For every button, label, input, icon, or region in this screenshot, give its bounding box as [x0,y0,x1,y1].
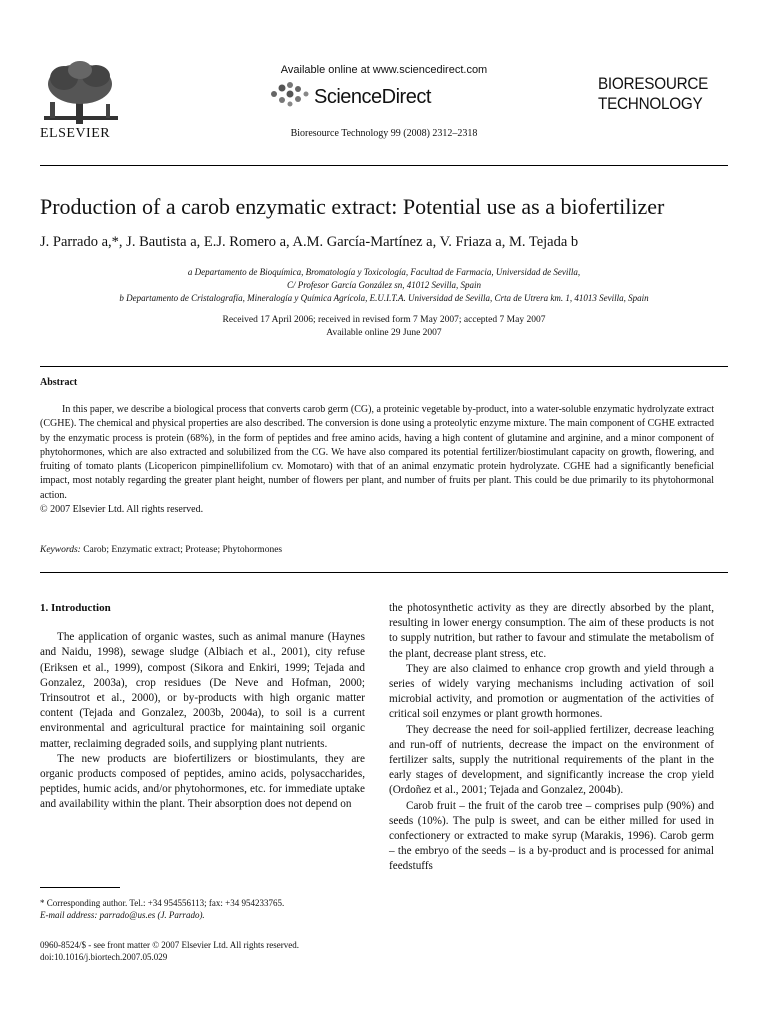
journal-brand [598,74,715,114]
keywords-list: Carob; Enzymatic extract; Protease; Phytohormones [83,545,283,555]
abstract-heading: Abstract [40,377,78,388]
intro-paragraph-6: Carob fruit – the fruit of the carob tree – comprises pulp (90%) and seeds (10%). The pulp is sweet, and can be either milled for used in confectionery or extracted to make syrup (Marakis, 1996). Carob germ – the embryo of the seeds – is a by-product and is processed for animal feedstuffs [389,799,714,873]
intro-paragraph-2: The new products are biofertilizers or biostimulants, they are organic products composed of peptides, amino acids, polysaccharides, peptides, humic acids, and/or phytohormones, etc. for immediate uptake and availability within the plant. Their absorption does not depend on [40,752,365,811]
intro-heading: 1. Introduction [40,602,111,614]
footnote [40,897,365,921]
article-title: Production of a carob enzymatic extract: Potential use as a biofertilizer [40,194,665,219]
journal-brand-line2: TECHNOLOGY [598,94,703,113]
footnote-email[interactable]: E-mail address: parrado@us.es (J. Parrado). [40,910,205,920]
available-online: Available online at www.sciencedirect.com [280,64,488,76]
front-matter [40,939,299,963]
keywords-label: Keywords: [40,545,81,555]
issn-line: 0960-8524/$ - see front matter © 2007 Elsevier Ltd. All rights reserved. [40,940,300,950]
intro-paragraph-3: the photosynthetic activity as they are directly absorbed by the plant, resulting in lower energy consumption. The aim of these products is not to supply nutrition, but rather to favour and stimulate the metabolism of the plant, decrease plant stress, etc. [389,602,714,660]
intro-paragraph-1: The application of organic wastes, such as animal manure (Haynes and Naidu, 1998), sewage sludge (Albiach et al., 2001), city refuse (Eriksen et al., 1999), compost (Sikora and Enkiri, 1999; Tejada and Gonzalez, 2003a), crop residues (De Neve and Hofman, 2000; Trinsoutrot et al., 2000), or by-products with high organic matter content (Tejada and Gonzalez, 2003b, 2004a), to soil is a current environmental and agricultural practice for maintaining soil organic matter, reclaiming degraded soils, and supplying plant nutrients. [40,631,365,750]
footnote-rule [40,887,120,888]
affiliation-b: b Departamento de Cristalografía, Mineralogía y Química Agrícola, E.U.I.T.A. Universidad de Sevilla, Crta de Utrera km. 1, 41013 Sevilla, Spain [119,293,649,303]
received-line: Received 17 April 2006; received in revised form 7 May 2007; accepted 7 May 2007 [222,315,546,325]
keywords [40,545,282,555]
header-rule [40,165,728,166]
journal-brand-line1: BIORESOURCE [598,74,709,93]
affiliation-a-line1: a Departamento de Bioquímica, Bromatología y Toxicología, Facultad de Farmacia, Universidad de Sevilla, [187,267,581,277]
intro-paragraph-5: They decrease the need for soil-applied fertilizer, decrease leaching and run-off of nutrients, decrease the impact on the environment of fertilizer salts, supply the nutritional requirements of the plant in the early stages of development, and significantly increase the crop yield (Ordoñez et al., 2001; Tejada and Gonzalez, 2004b). [389,723,714,797]
doi-line[interactable]: doi:10.1016/j.biortech.2007.05.029 [40,952,168,962]
abstract-body [40,403,714,517]
available-online-date: Available online 29 June 2007 [326,328,442,338]
affiliation-a-line2: C/ Profesor García González sn, 41012 Sevilla, Spain [286,280,482,290]
left-column [40,601,365,813]
article-authors: J. Parrado a,*, J. Bautista a, E.J. Romero a, A.M. García-Martínez a, V. Friaza a, M. Tejada b [40,234,579,250]
intro-paragraph-4: They are also claimed to enhance crop growth and yield through a series of widely varying mechanisms including activation of soil microbial activity, and promotion or augmentation of the activities of critical soil enzymes or plant growth hormones. [389,662,714,721]
footnote-corresponding: * Corresponding author. Tel.: +34 954556113; fax: +34 954233765. [40,898,285,908]
received-dates [0,314,768,340]
sciencedirect-wordmark: ScienceDirect [314,86,431,108]
right-column [389,601,714,875]
abstract-top-rule [40,366,728,367]
publisher-name: ELSEVIER [40,126,111,141]
abstract-text: In this paper, we describe a biological process that converts carob germ (CG), a proteinic vegetable by-product, into a water-soluble enzymatic hydrolyzate extract (CGHE). The chemical and physical properties are also described. The conversion is done using a proteolytic enzyme mixture. The main component of CGHE extracted by the enzymatic process is protein (68%), in the form of peptides and free amino acids, having a high content of glutamine and arginine, and a minor component of phytohormones, which are also extracted and solubilized from the CG. We have also compared its potential fertilizer/biostimulant capacity on growth, flowering, and fruiting of tomato plants (Licopericon pimpinellifolium cv. Momotaro) with that of an animal enzymatic protein hydrolyzate. CGHE had a significantly beneficial impact, most notably regarding the greater plant height, number of flowers per plant, and number of fruits per plant. This could be due primarily to its phytohormonal action. [40,404,714,501]
abstract-bottom-rule [40,572,728,573]
journal-citation: Bioresource Technology 99 (2008) 2312–2318 [290,128,478,139]
abstract-copyright: © 2007 Elsevier Ltd. All rights reserved. [40,504,204,516]
